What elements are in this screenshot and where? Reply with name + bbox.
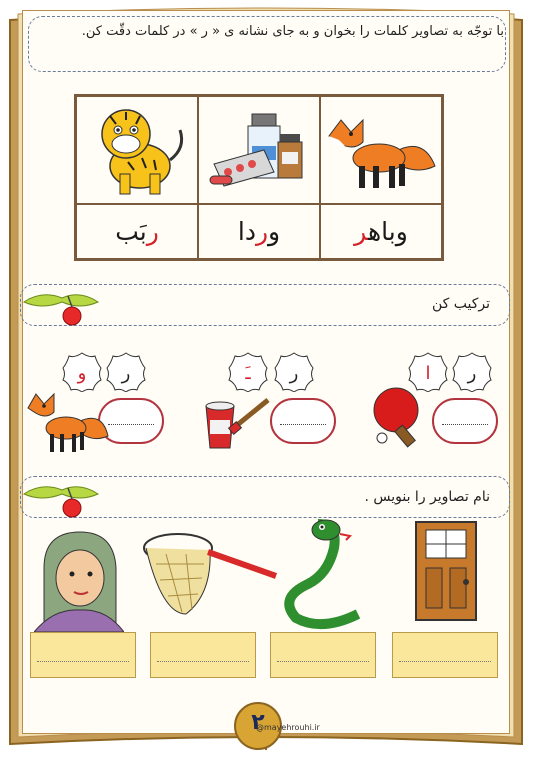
tiger-cell xyxy=(76,96,199,205)
word-babr xyxy=(76,204,199,260)
answer-line xyxy=(277,661,369,662)
fox-image xyxy=(323,100,439,196)
letter-bubble-left-3-text: و xyxy=(77,363,87,384)
answer-line xyxy=(280,424,326,425)
letter-bubble-left-1-text: ا xyxy=(425,363,431,384)
name-plank-snake[interactable] xyxy=(270,632,376,678)
word-daru-pre: دا xyxy=(237,217,256,246)
word-table xyxy=(74,94,444,261)
cherry-icon xyxy=(22,480,100,520)
paint-bucket-image xyxy=(200,396,274,456)
snake-image xyxy=(258,514,378,634)
name-plank-door[interactable] xyxy=(392,632,498,678)
word-daru xyxy=(198,204,320,260)
letter-bubble-left-2-text: ـَ xyxy=(245,363,251,384)
site-watermark: @mayehrouhi.ir xyxy=(256,723,320,732)
word-roubah-letter: ر xyxy=(354,217,368,246)
cherry-icon xyxy=(22,288,100,328)
answer-line xyxy=(157,661,249,662)
fox-cell xyxy=(320,96,443,205)
letter-bubble-right-3 xyxy=(106,352,146,392)
answer-line xyxy=(37,661,129,662)
answer-line xyxy=(399,661,491,662)
medicine-image xyxy=(204,100,314,196)
word-daru-letter: ر xyxy=(255,217,269,246)
door-image xyxy=(414,520,478,622)
letter-bubble-right-2-text: ر xyxy=(289,363,299,384)
page-number: ۲ xyxy=(251,710,265,735)
word-daru-post: و xyxy=(268,217,281,246)
word-roubah-post: وباه xyxy=(367,217,408,246)
word-babr-pre: بَب xyxy=(115,217,147,246)
letter-bubble-right-1 xyxy=(452,352,492,392)
ping-pong-paddle-image xyxy=(370,386,430,448)
tiger-image xyxy=(82,100,192,196)
woman-image xyxy=(34,528,124,632)
answer-line xyxy=(108,424,154,425)
write-names-instruction: نام تصاویر را بنویس . xyxy=(364,489,490,505)
letter-bubble-right-3-text: ر xyxy=(121,363,131,384)
fox-image-small xyxy=(24,390,110,456)
answer-oval-1[interactable] xyxy=(432,398,498,444)
word-babr-letter: ر xyxy=(146,217,159,246)
answer-oval-2[interactable] xyxy=(270,398,336,444)
letter-bubble-left-3 xyxy=(62,352,102,392)
answer-line xyxy=(442,424,488,425)
letter-bubble-right-1-text: ر xyxy=(467,363,477,384)
name-plank-net[interactable] xyxy=(150,632,256,678)
word-roubah xyxy=(320,204,443,260)
main-instruction: با توجّه به تصاویر کلمات را بخوان و به جای نشانه ی « ر » در کلمات دقّت کن. xyxy=(81,24,504,39)
medicine-cell xyxy=(198,96,320,205)
letter-bubble-right-2 xyxy=(274,352,314,392)
combine-instruction: ترکیب کن xyxy=(431,296,490,312)
name-plank-woman[interactable] xyxy=(30,632,136,678)
letter-bubble-left-2 xyxy=(228,352,268,392)
